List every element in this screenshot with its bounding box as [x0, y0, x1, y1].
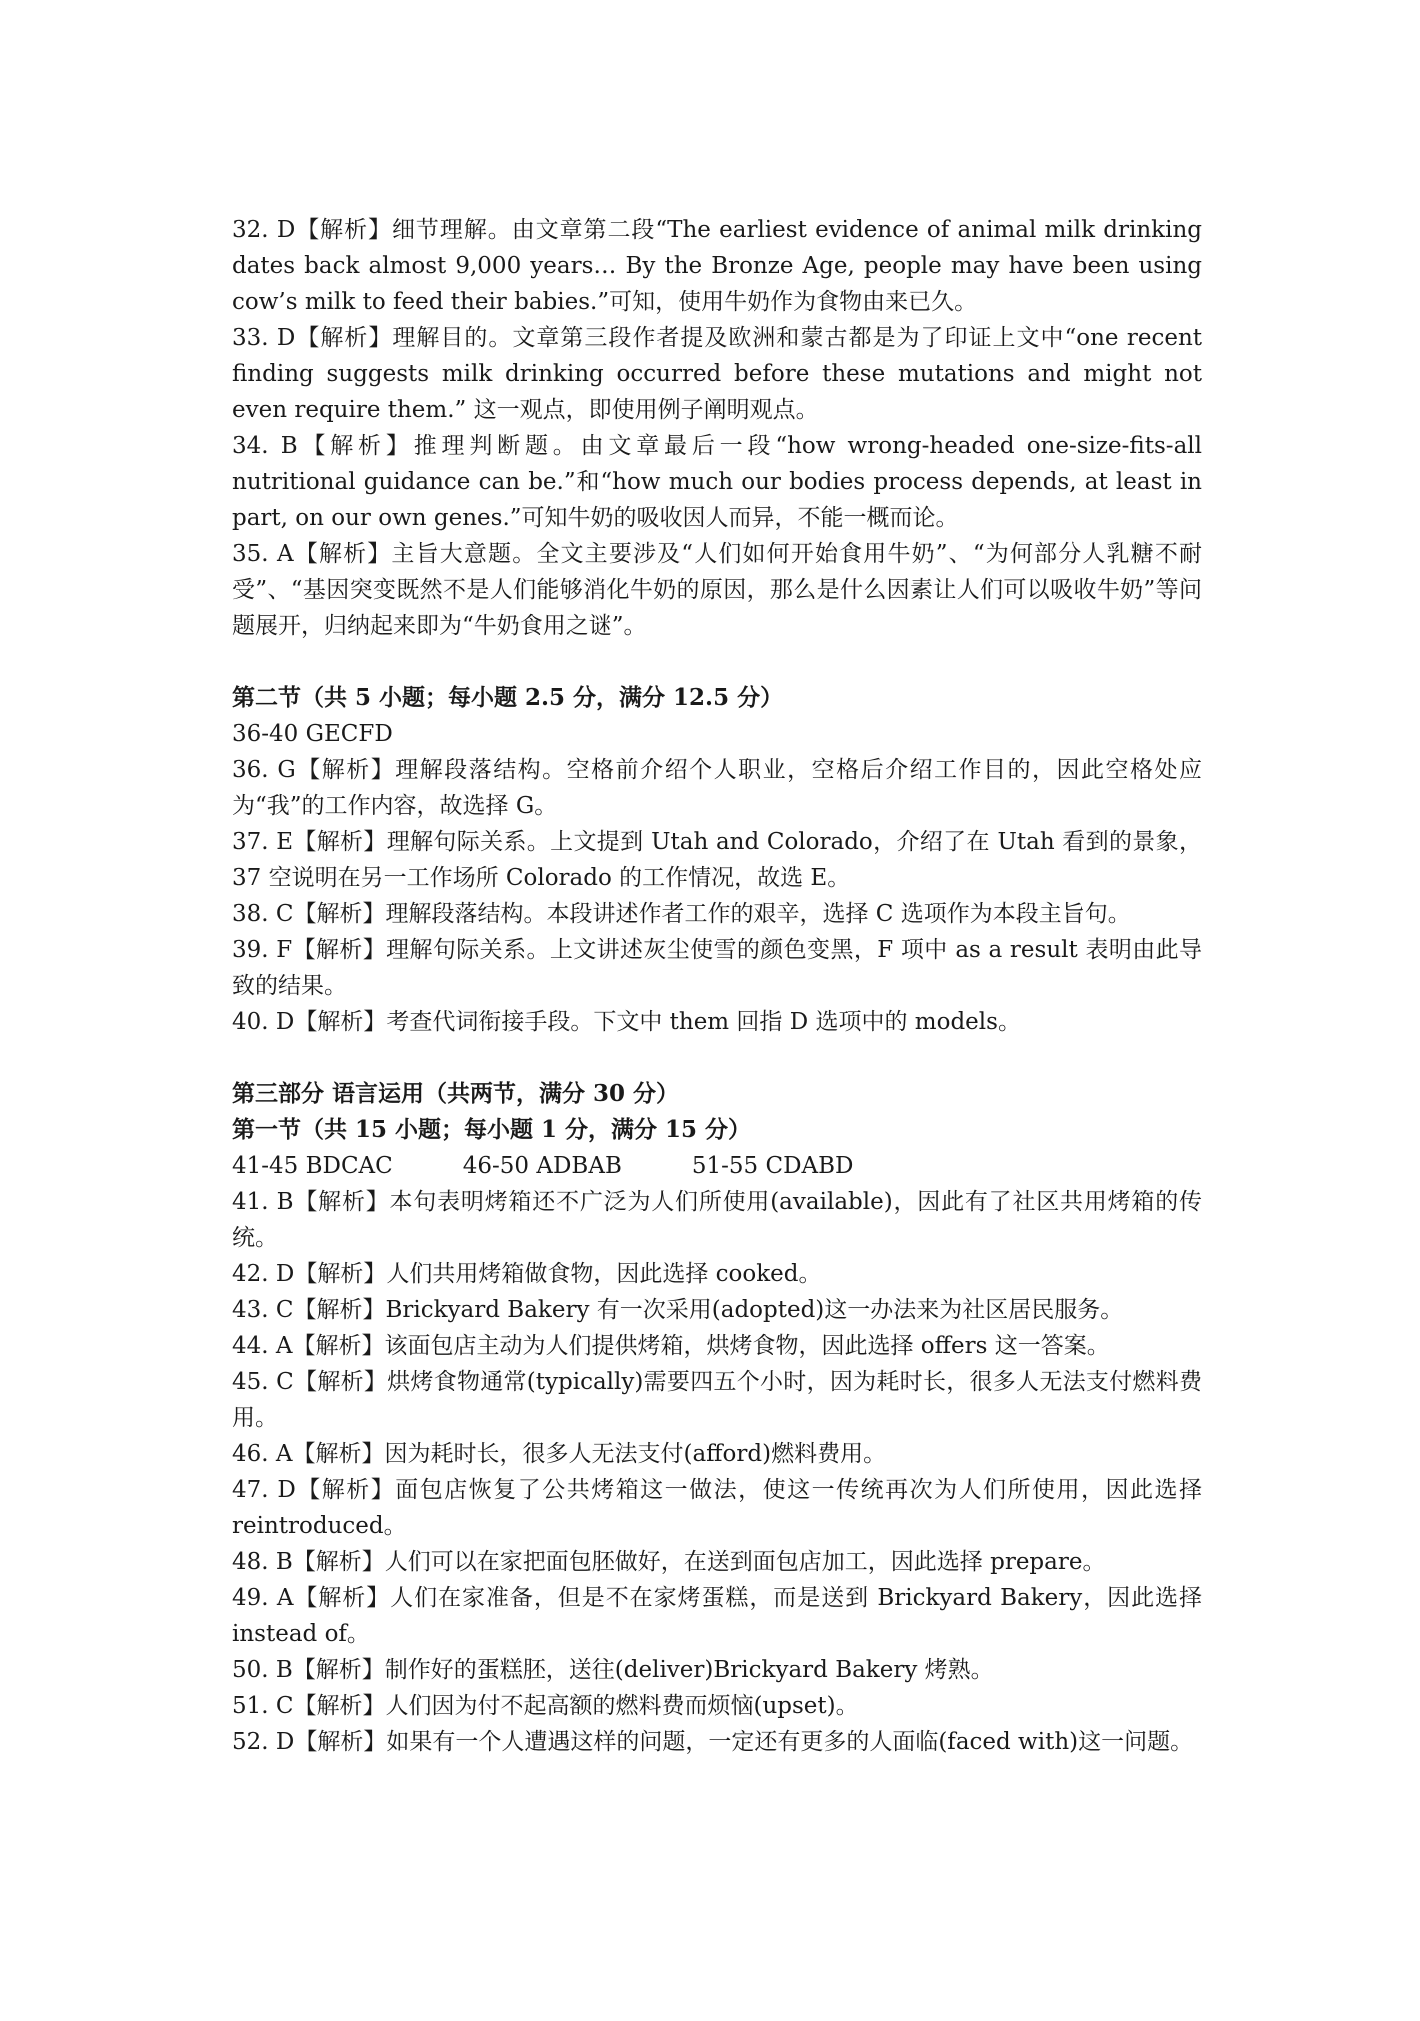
answer-item-50: 50. B【解析】制作好的蛋糕胚，送往(deliver)Brickyard Bakery 烤熟。 — [232, 1657, 994, 1683]
answer-key-page — [232, 212, 1202, 1760]
answer-item-47: 47. D【解析】面包店恢复了公共烤箱这一做法，使这一传统再次为人们所使用，因此选择 reintroduced。 — [232, 1477, 1202, 1539]
answer-item-37: 37. E【解析】理解句际关系。上文提到 Utah and Colorado，介绍了在 Utah 看到的景象，37 空说明在另一工作场所 Colorado 的工作情况，故选 E。 — [232, 829, 1202, 891]
section2-heading: 第二节（共 5 小题；每小题 2.5 分，满分 12.5 分） — [232, 684, 784, 711]
answer-item-46: 46. A【解析】因为耗时长，很多人无法支付(afford)燃料费用。 — [232, 1441, 887, 1467]
answer-item-32: 32. D【解析】细节理解。由文章第二段“The earliest evidence of animal milk drinking dates back almost 9,000 years… By the Bronze Age, people may have been using cow’s milk to feed their babies.”可知，使用牛奶作为食物由来已久。 — [232, 217, 1202, 315]
answer-item-49: 49. A【解析】人们在家准备，但是不在家烤蛋糕，而是送到 Brickyard Bakery，因此选择 instead of。 — [232, 1585, 1202, 1647]
answer-item-52: 52. D【解析】如果有一个人遭遇这样的问题，一定还有更多的人面临(faced with)这一问题。 — [232, 1729, 1194, 1755]
part3-heading: 第三部分 语言运用（共两节，满分 30 分） — [232, 1080, 680, 1107]
answers-51-55: 51-55 CDABD — [691, 1153, 854, 1179]
answer-item-36: 36. G【解析】理解段落结构。空格前介绍个人职业，空格后介绍工作目的，因此空格处应为“我”的工作内容，故选择 G。 — [232, 757, 1202, 819]
answer-item-40: 40. D【解析】考查代词衔接手段。下文中 them 回指 D 选项中的 models。 — [232, 1009, 1021, 1035]
answer-item-35: 35. A【解析】主旨大意题。全文主要涉及“人们如何开始食用牛奶”、“为何部分人乳糖不耐受”、“基因突变既然不是人们能够消化牛奶的原因，那么是什么因素让人们可以吸收牛奶”等问题展开，归纳起来即为“牛奶食用之谜”。 — [232, 541, 1202, 639]
answer-item-45: 45. C【解析】烘烤食物通常(typically)需要四五个小时，因为耗时长，很多人无法支付燃料费用。 — [232, 1369, 1202, 1431]
spacer — [232, 644, 1202, 680]
answer-item-33: 33. D【解析】理解目的。文章第三段作者提及欧洲和蒙古都是为了印证上文中“one recent finding suggests milk drinking occurred before these mutations and might not even require them.” 这一观点，即使用例子阐明观点。 — [232, 325, 1202, 423]
part3-section1-heading: 第一节（共 15 小题；每小题 1 分，满分 15 分） — [232, 1116, 752, 1143]
answer-item-43: 43. C【解析】Brickyard Bakery 有一次采用(adopted)这一办法来为社区居民服务。 — [232, 1297, 1124, 1323]
answer-item-41: 41. B【解析】本句表明烤箱还不广泛为人们所使用(available)，因此有了社区共用烤箱的传统。 — [232, 1189, 1202, 1251]
answer-item-34: 34. B【解析】推理判断题。由文章最后一段“how wrong-headed one-size-fits-all nutritional guidance can be.”和“how much our bodies process depends, at least in part, on our own genes.”可知牛奶的吸收因人而异，不能一概而论。 — [232, 433, 1202, 531]
answer-item-51: 51. C【解析】人们因为付不起高额的燃料费而烦恼(upset)。 — [232, 1693, 859, 1719]
answer-item-42: 42. D【解析】人们共用烤箱做食物，因此选择 cooked。 — [232, 1261, 822, 1287]
answer-item-39: 39. F【解析】理解句际关系。上文讲述灰尘使雪的颜色变黑，F 项中 as a result 表明由此导致的结果。 — [232, 937, 1202, 999]
part3-answer-row — [232, 1148, 1202, 1184]
spacer — [232, 1040, 1202, 1076]
answer-item-48: 48. B【解析】人们可以在家把面包胚做好，在送到面包店加工，因此选择 prepare。 — [232, 1549, 1106, 1575]
answer-item-44: 44. A【解析】该面包店主动为人们提供烤箱，烘烤食物，因此选择 offers 这一答案。 — [232, 1333, 1110, 1359]
answers-41-45: 41-45 BDCAC — [232, 1153, 393, 1179]
answers-46-50: 46-50 ADBAB — [462, 1153, 622, 1179]
section2-answers: 36-40 GECFD — [232, 721, 393, 747]
answer-item-38: 38. C【解析】理解段落结构。本段讲述作者工作的艰辛，选择 C 选项作为本段主旨句。 — [232, 901, 1131, 927]
